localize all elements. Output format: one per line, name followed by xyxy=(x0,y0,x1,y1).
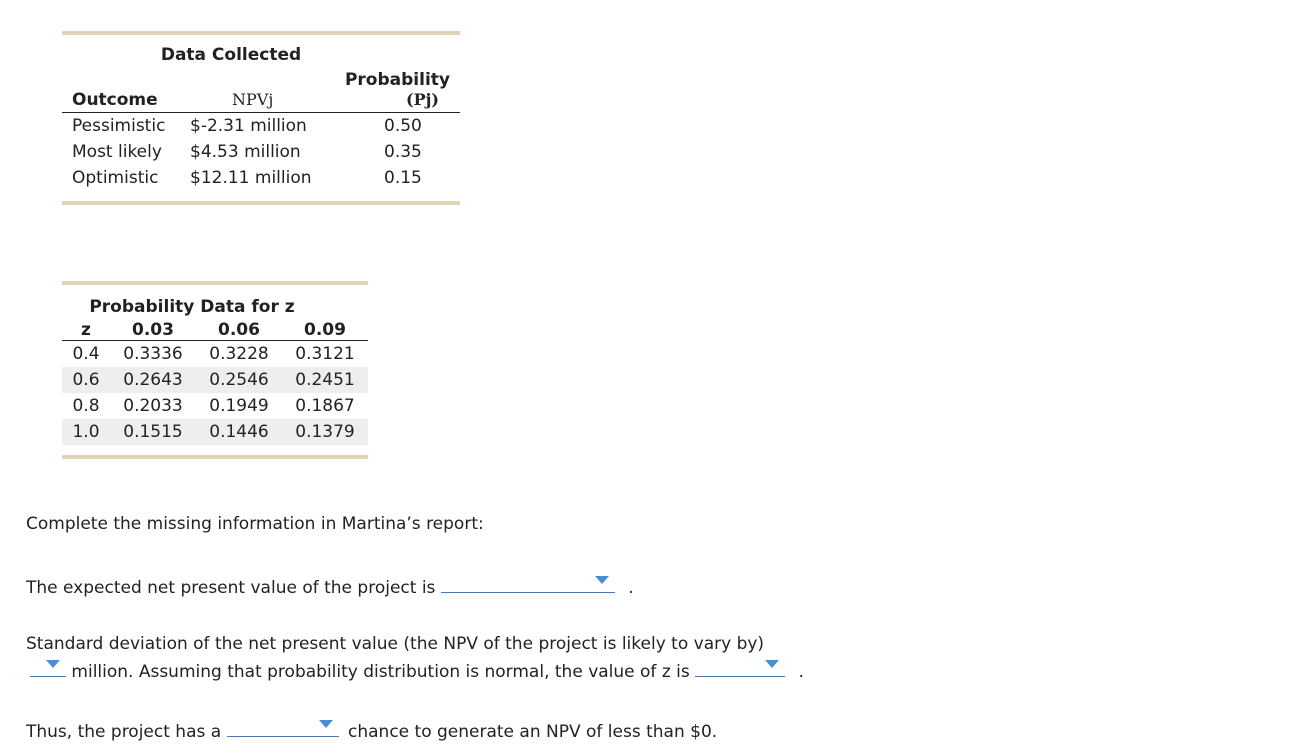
standard-deviation-dropdown[interactable] xyxy=(30,656,66,677)
z-column-header: 0.06 xyxy=(196,318,282,341)
probability-cell: 0.2643 xyxy=(110,367,196,393)
z-value-cell: 0.4 xyxy=(72,344,100,364)
probability-cell: 0.35 xyxy=(384,142,422,162)
probability-cell: 0.1446 xyxy=(196,419,282,445)
table-caption: Data Collected xyxy=(160,45,302,65)
probability-cell: 0.1379 xyxy=(282,419,368,445)
z-column-header: 0.09 xyxy=(282,318,368,341)
top-rule xyxy=(62,281,368,285)
table-row xyxy=(62,367,368,393)
probability-dropdown[interactable] xyxy=(227,716,339,737)
npv-cell: $12.11 million xyxy=(190,168,312,188)
question-standard-deviation: Standard deviation of the net present value (the NPV of the project is likely to vary by) million. Assuming that probability distribution is normal, the value of z is . xyxy=(26,634,804,682)
table-row xyxy=(62,419,368,445)
bottom-rule xyxy=(62,201,460,205)
instructions-text: Complete the missing information in Martina’s report: xyxy=(26,514,484,534)
question-probability: Thus, the project has a chance to generate an NPV of less than $0. xyxy=(26,716,717,744)
data-collected-table xyxy=(62,31,460,205)
z-header: z xyxy=(62,318,110,341)
table-row xyxy=(62,341,368,368)
z-column-header: 0.03 xyxy=(110,318,196,341)
probability-cell: 0.15 xyxy=(384,168,422,188)
z-value-cell: 1.0 xyxy=(62,419,110,445)
probability-subheader: (Pj) xyxy=(340,90,460,113)
chevron-down-icon[interactable] xyxy=(319,720,333,728)
table-caption: Probability Data for z xyxy=(89,297,295,317)
z-value-cell: 0.8 xyxy=(72,396,100,416)
z-probability-table xyxy=(62,281,368,459)
outcome-cell: Optimistic xyxy=(72,168,159,188)
z-value-dropdown[interactable] xyxy=(695,656,785,677)
probability-cell: 0.3336 xyxy=(123,344,183,364)
chevron-down-icon[interactable] xyxy=(595,576,609,584)
outcome-cell: Pessimistic xyxy=(72,116,166,136)
probability-header: Probability xyxy=(344,70,450,90)
outcome-cell: Most likely xyxy=(72,142,162,162)
probability-cell: 0.50 xyxy=(384,116,422,136)
top-rule xyxy=(62,31,460,35)
table-row xyxy=(62,393,368,419)
chevron-down-icon[interactable] xyxy=(765,660,779,668)
probability-cell: 0.3228 xyxy=(209,344,269,364)
probability-cell: 0.2033 xyxy=(123,396,183,416)
probability-cell: 0.3121 xyxy=(295,344,355,364)
bottom-rule xyxy=(62,455,368,459)
npv-cell: $-2.31 million xyxy=(190,116,307,136)
table-row xyxy=(62,139,460,165)
probability-cell: 0.1867 xyxy=(295,396,355,416)
probability-cell: 0.1515 xyxy=(110,419,196,445)
probability-cell: 0.2546 xyxy=(196,367,282,393)
probability-cell: 0.1949 xyxy=(209,396,269,416)
z-value-cell: 0.6 xyxy=(62,367,110,393)
npv-cell: $4.53 million xyxy=(190,142,301,162)
question-expected-npv: The expected net present value of the project is . xyxy=(26,572,634,600)
table-row xyxy=(62,165,460,191)
chevron-down-icon[interactable] xyxy=(46,660,60,668)
expected-npv-dropdown[interactable] xyxy=(441,572,615,593)
probability-cell: 0.2451 xyxy=(282,367,368,393)
outcome-header: Outcome xyxy=(62,90,190,113)
table-row xyxy=(62,113,460,140)
npv-header: NPVj xyxy=(190,90,340,113)
